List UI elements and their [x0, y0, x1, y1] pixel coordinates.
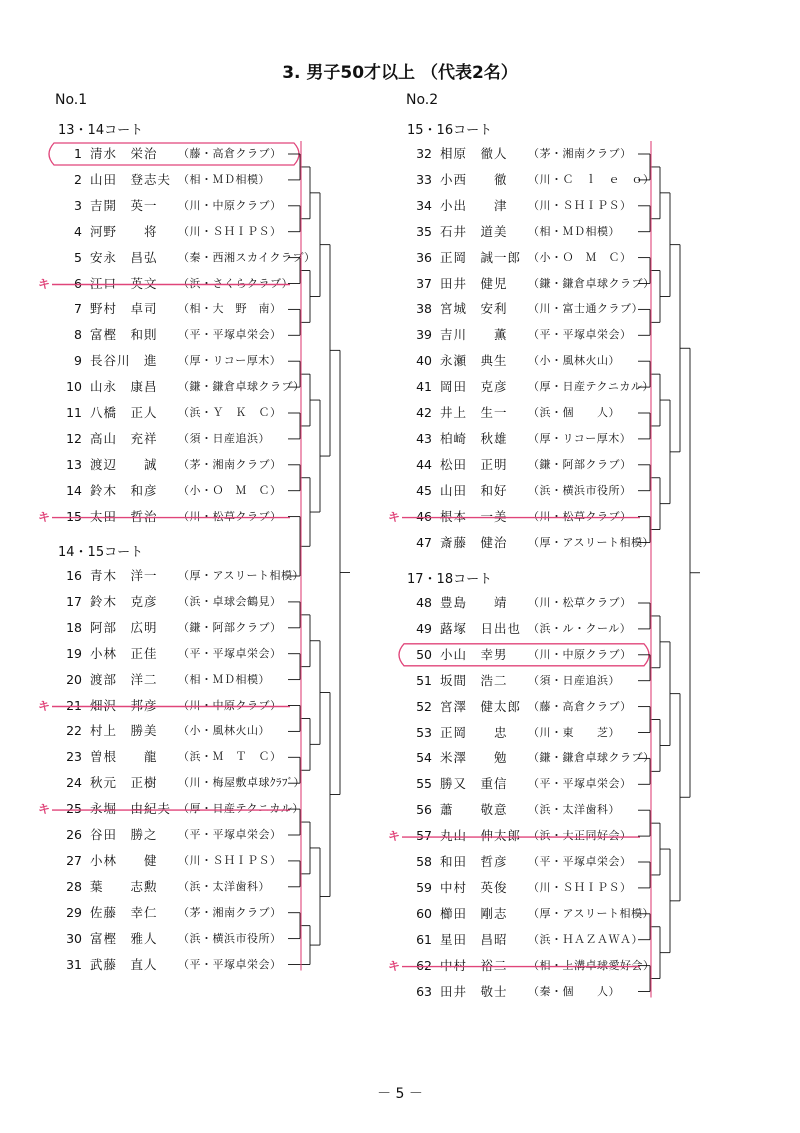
- player-club: （須・日産追浜）: [178, 431, 270, 445]
- player-number: 54: [416, 750, 432, 766]
- player-number: 16: [66, 568, 82, 583]
- player-number: 8: [74, 327, 82, 343]
- player-name: 武藤 直人: [90, 956, 158, 972]
- k-mark: キ: [388, 958, 401, 973]
- player-number: 2: [74, 171, 82, 187]
- player-club: （厚・日産テクニカル）: [178, 802, 304, 816]
- page-title: 3. 男子50才以上 （代表2名）: [282, 63, 518, 83]
- player-club: （川・中原クラブ）: [178, 698, 282, 712]
- player-club: （茅・湘南クラブ）: [178, 457, 282, 471]
- k-mark: キ: [38, 802, 51, 817]
- court-label: 13・14コート: [58, 123, 144, 138]
- player-number: 62: [416, 957, 432, 973]
- k-mark: キ: [38, 276, 51, 291]
- player-club: （川・松草クラブ）: [528, 509, 632, 523]
- player-club: （茅・湘南クラブ）: [178, 905, 282, 919]
- player-club: （浜・Ｍ Ｔ Ｃ）: [178, 750, 282, 764]
- player-club: （相・ＭＤ相模）: [178, 672, 270, 686]
- player-number: 57: [416, 828, 432, 844]
- player-number: 35: [416, 223, 432, 239]
- player-name: 曽根 龍: [90, 749, 158, 765]
- player-name: 青木 洋一: [90, 568, 158, 583]
- player-name: 山田 登志夫: [90, 171, 172, 187]
- player-number: 20: [66, 671, 82, 687]
- player-name: 岡田 克彦: [440, 379, 508, 395]
- player-club: （浜・Ｙ Ｋ Ｃ）: [178, 406, 282, 419]
- player-name: 丸山 伸太郎: [440, 828, 522, 844]
- player-club: （平・平塚卓栄会）: [178, 646, 282, 660]
- player-name: 相原 徹人: [440, 146, 508, 161]
- player-club: （川・中原クラブ）: [178, 198, 282, 212]
- player-number: 34: [416, 197, 432, 213]
- player-club: （鎌・鎌倉卓球クラブ）: [528, 276, 655, 290]
- player-name: 田井 健児: [440, 275, 508, 291]
- player-club: （平・平塚卓栄会）: [528, 855, 632, 868]
- player-club: （川・Ｃ ｌ ｅ ｏ）: [528, 172, 655, 186]
- player-name: 豊島 靖: [440, 595, 508, 610]
- player-name: 松田 正明: [440, 456, 508, 472]
- player-club: （厚・日産テクニカル）: [528, 380, 654, 394]
- page-number: － 5 －: [377, 1086, 423, 1102]
- k-mark: キ: [38, 698, 51, 713]
- player-club: （相・大 野 南）: [178, 302, 282, 316]
- block-label-no2: No.2: [406, 92, 439, 108]
- player-number: 23: [66, 749, 82, 765]
- player-name: 阿部 広明: [90, 619, 158, 635]
- player-name: 斎藤 健治: [440, 534, 508, 550]
- player-club: （藤・高倉クラブ）: [528, 699, 632, 713]
- player-club: （浜・さくらクラブ）: [178, 276, 294, 290]
- player-club: （平・平塚卓栄会）: [178, 328, 282, 342]
- player-number: 3: [74, 197, 82, 213]
- player-club: （鎌・鎌倉卓球クラブ）: [528, 751, 655, 765]
- player-name: 長谷川 進: [90, 353, 158, 369]
- player-number: 61: [416, 931, 432, 947]
- player-name: 永瀬 典生: [440, 353, 508, 369]
- player-number: 12: [66, 430, 82, 446]
- player-number: 42: [416, 405, 432, 420]
- player-name: 小林 正佳: [90, 645, 158, 661]
- player-name: 正岡 忠: [440, 724, 508, 740]
- player-club: （茅・湘南クラブ）: [528, 147, 632, 160]
- player-club: （小・Ｏ Ｍ Ｃ）: [178, 483, 282, 497]
- player-name: 佐藤 幸仁: [90, 904, 158, 920]
- player-name: 小西 徹: [440, 171, 508, 187]
- player-club: （小・風林火山）: [178, 724, 270, 738]
- player-number: 44: [416, 456, 432, 472]
- block-label-no1: No.1: [55, 92, 88, 108]
- player-number: 38: [416, 301, 432, 317]
- player-number: 45: [416, 482, 432, 498]
- player-club: （鎌・阿部クラブ）: [178, 620, 282, 634]
- player-name: 江口 英文: [90, 275, 158, 291]
- player-number: 63: [416, 983, 432, 999]
- player-name: 勝又 重信: [440, 776, 508, 792]
- player-number: 18: [66, 619, 82, 635]
- player-club: （浜・卓球会鶴見）: [178, 594, 282, 608]
- player-number: 56: [416, 802, 432, 818]
- court-label: 17・18コート: [407, 572, 493, 587]
- player-number: 15: [66, 508, 82, 524]
- player-number: 53: [416, 724, 432, 740]
- player-club: （相・ＭＤ相模）: [178, 172, 270, 186]
- player-club: （小・Ｏ Ｍ Ｃ）: [528, 250, 632, 264]
- player-name: 吉開 英一: [90, 197, 158, 213]
- player-club: （浜・太洋歯科）: [528, 803, 620, 817]
- court-label: 15・16コート: [407, 123, 493, 138]
- player-club: （厚・アスリート相模）: [528, 535, 655, 549]
- player-name: 富樫 雅人: [90, 930, 158, 946]
- player-name: 山永 康昌: [90, 379, 158, 395]
- player-name: 蕭 敬意: [440, 802, 508, 818]
- player-number: 28: [66, 878, 82, 894]
- player-number: 39: [416, 327, 432, 343]
- player-club: （川・ＳＨＩＰＳ）: [528, 880, 632, 894]
- player-club: （小・風林火山）: [528, 354, 620, 368]
- player-name: 蕗塚 日出也: [440, 620, 522, 636]
- player-name: 山田 和好: [440, 482, 508, 498]
- player-number: 47: [416, 534, 432, 550]
- player-name: 坂間 浩二: [440, 672, 508, 688]
- player-number: 22: [66, 723, 82, 739]
- player-number: 19: [66, 645, 82, 661]
- player-club: （川・富士通クラブ）: [528, 302, 644, 316]
- player-club: （平・平塚卓栄会）: [528, 777, 632, 791]
- player-name: 田井 敬士: [440, 983, 508, 999]
- player-club: （鎌・阿部クラブ）: [528, 457, 632, 471]
- player-name: 和田 哲彦: [440, 854, 508, 869]
- player-club: （須・日産追浜）: [528, 673, 620, 687]
- player-number: 11: [66, 405, 82, 420]
- player-club: （川・ＳＨＩＰＳ）: [528, 198, 632, 212]
- player-number: 1: [74, 146, 82, 161]
- player-club: （秦・西湘スカイクラブ）: [178, 250, 316, 264]
- player-number: 29: [66, 904, 82, 920]
- player-number: 17: [66, 593, 82, 609]
- player-club: （浜・横浜市役所）: [178, 931, 282, 945]
- player-number: 59: [416, 879, 432, 895]
- player-club: （浜・大正同好会）: [528, 829, 632, 843]
- player-club: （鎌・鎌倉卓球クラブ）: [178, 380, 305, 394]
- player-name: 永堀 由紀夫: [90, 801, 172, 817]
- player-club: （秦・個 人）: [528, 984, 620, 998]
- player-number: 49: [416, 620, 432, 636]
- player-club: （相・ＭＤ相模）: [528, 224, 620, 238]
- player-name: 中村 英俊: [440, 879, 508, 895]
- player-name: 宮城 安利: [440, 301, 508, 317]
- player-number: 7: [74, 301, 82, 317]
- player-number: 9: [74, 353, 82, 369]
- player-name: 谷田 勝之: [90, 827, 158, 842]
- player-number: 13: [66, 456, 82, 472]
- player-name: 渡部 洋二: [90, 671, 158, 687]
- player-club: （藤・高倉クラブ）: [178, 147, 282, 160]
- player-name: 小林 健: [90, 852, 158, 868]
- player-name: 井上 生一: [440, 405, 508, 420]
- player-name: 正岡 誠一郎: [440, 249, 522, 265]
- player-name: 星田 昌昭: [440, 931, 508, 947]
- player-name: 小出 津: [440, 197, 508, 213]
- player-club: （川・ＳＨＩＰＳ）: [178, 224, 282, 238]
- player-number: 32: [416, 146, 432, 161]
- player-name: 中村 裕二: [440, 957, 508, 973]
- player-club: （浜・ル・クール）: [528, 621, 632, 635]
- player-number: 5: [74, 249, 82, 265]
- player-number: 50: [416, 646, 432, 662]
- player-number: 6: [74, 275, 82, 291]
- player-number: 10: [66, 379, 82, 395]
- player-club: （浜・横浜市役所）: [528, 483, 632, 497]
- player-club: （浜・ＨＡＺＡＷＡ）: [528, 932, 643, 946]
- player-number: 48: [416, 595, 432, 610]
- player-number: 27: [66, 852, 82, 868]
- court-label: 14・15コート: [58, 545, 144, 560]
- player-number: 37: [416, 275, 432, 291]
- player-number: 25: [66, 801, 82, 817]
- player-number: 24: [66, 775, 82, 791]
- player-number: 33: [416, 171, 432, 187]
- player-club: （平・平塚卓栄会）: [178, 957, 282, 971]
- player-name: 米澤 勉: [440, 750, 508, 766]
- player-name: 渡辺 誠: [90, 456, 158, 472]
- player-name: 安永 昌弘: [90, 249, 158, 265]
- player-name: 櫛田 剛志: [440, 905, 508, 921]
- player-club: （浜・太洋歯科）: [178, 879, 270, 893]
- player-club: （厚・アスリート相模）: [528, 906, 655, 920]
- player-name: 河野 将: [90, 223, 158, 239]
- highlight-circle: [399, 644, 649, 666]
- highlight-circle: [49, 143, 299, 165]
- player-number: 46: [416, 508, 432, 524]
- player-club: （厚・アスリート相模）: [178, 569, 305, 582]
- player-number: 30: [66, 930, 82, 946]
- player-club: （厚・リコー厚木）: [528, 431, 632, 445]
- player-club: （川・松草クラブ）: [528, 596, 632, 609]
- player-name: 宮澤 健太郎: [440, 698, 522, 714]
- player-number: 26: [66, 827, 82, 842]
- player-club: （川・梅屋敷卓球ｸﾗﾌﾞ）: [178, 776, 305, 790]
- player-number: 40: [416, 353, 432, 369]
- player-club: （平・平塚卓栄会）: [178, 828, 282, 841]
- player-name: 柏崎 秋雄: [440, 430, 508, 446]
- player-club: （川・東 芝）: [528, 725, 620, 739]
- player-name: 小山 幸男: [440, 646, 508, 662]
- player-number: 51: [416, 672, 432, 688]
- player-club: （厚・リコー厚木）: [178, 354, 282, 368]
- player-number: 52: [416, 698, 432, 714]
- player-name: 富樫 和則: [90, 327, 158, 343]
- player-number: 60: [416, 905, 432, 921]
- player-number: 58: [416, 854, 432, 869]
- player-number: 31: [66, 956, 82, 972]
- player-number: 14: [66, 482, 82, 498]
- k-mark: キ: [388, 829, 401, 844]
- player-club: （川・松草クラブ）: [178, 509, 282, 523]
- player-name: 根本 一美: [440, 508, 508, 524]
- player-name: 鈴木 克彦: [90, 593, 158, 609]
- player-name: 村上 勝美: [90, 723, 158, 739]
- player-number: 55: [416, 776, 432, 792]
- player-club: （平・平塚卓栄会）: [528, 328, 632, 342]
- player-club: （川・中原クラブ）: [528, 647, 632, 661]
- player-name: 葉 志勲: [90, 878, 158, 894]
- k-mark: キ: [38, 509, 51, 524]
- player-name: 吉川 薫: [440, 327, 508, 343]
- player-name: 高山 充祥: [90, 430, 158, 446]
- player-name: 畑沢 邦彦: [90, 697, 158, 713]
- player-club: （川・ＳＨＩＰＳ）: [178, 853, 282, 867]
- player-name: 八橋 正人: [90, 405, 158, 420]
- player-name: 鈴木 和彦: [90, 482, 158, 498]
- player-number: 41: [416, 379, 432, 395]
- player-number: 21: [66, 697, 82, 713]
- player-name: 野村 卓司: [90, 301, 158, 317]
- player-club: （浜・個 人）: [528, 406, 620, 419]
- player-name: 太田 哲治: [90, 508, 158, 524]
- player-name: 清水 栄治: [90, 146, 158, 161]
- player-name: 石井 道美: [440, 223, 508, 239]
- player-name: 秋元 正樹: [90, 775, 158, 791]
- k-mark: キ: [388, 509, 401, 524]
- player-number: 4: [74, 223, 82, 239]
- player-number: 43: [416, 430, 432, 446]
- player-number: 36: [416, 249, 432, 265]
- player-club: （相・上溝卓球愛好会）: [528, 958, 655, 972]
